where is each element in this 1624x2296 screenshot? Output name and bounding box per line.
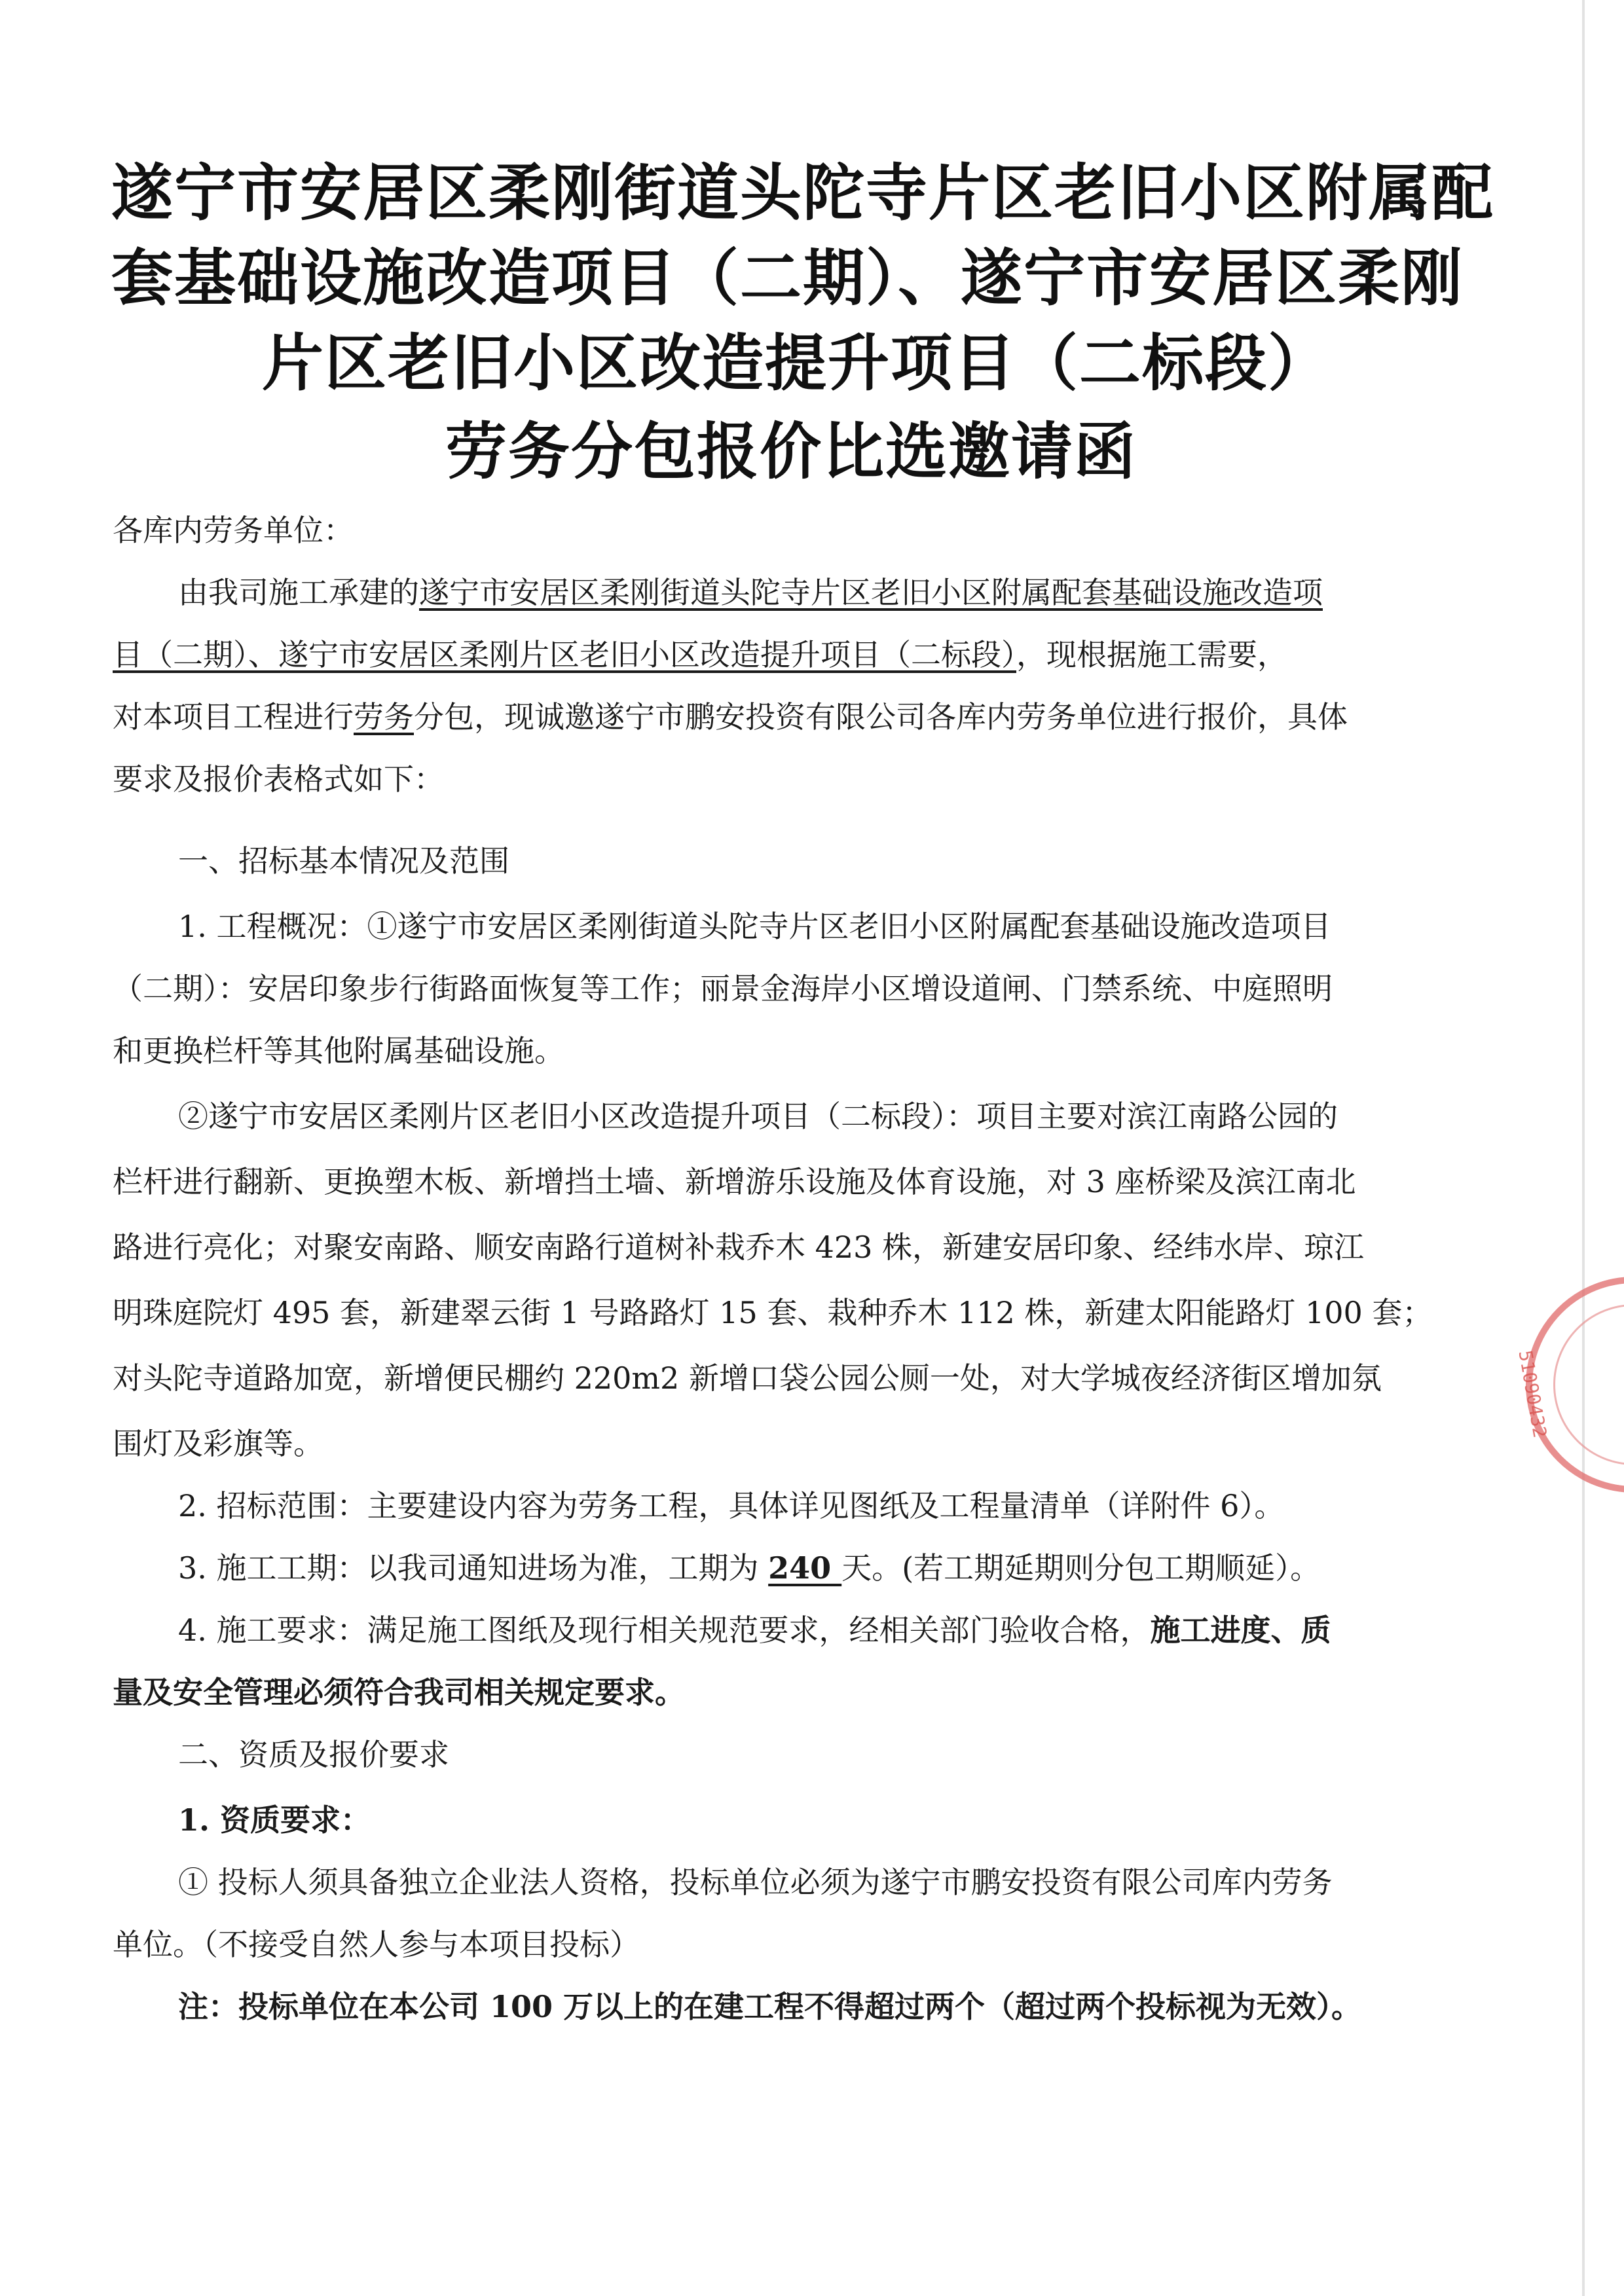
intro-suffix: ，现根据施工需要， bbox=[1016, 637, 1287, 672]
intro-line-4: 要求及报价表格式如下： bbox=[113, 761, 444, 797]
labor-underlined: 劳务 bbox=[354, 699, 414, 735]
intro-line-1 bbox=[178, 560, 1323, 625]
title-line-3: 片区老旧小区改造提升项目（二标段） bbox=[262, 327, 1331, 399]
item3-text: 3. 施工工期：以我司通知进场为准，工期为 bbox=[178, 1550, 769, 1586]
item3 bbox=[178, 1535, 1320, 1601]
item1-line-3: 和更换栏杆等其他附属基础设施。 bbox=[113, 1033, 564, 1068]
title-line-4: 劳务分包报价比选邀请函 bbox=[445, 416, 1137, 488]
intro-line-2 bbox=[113, 622, 1287, 687]
item1b-line-3: 路进行亮化；对聚安南路、顺安南路行道树补栽乔木 423 株，新建安居印象、经纬水岸、琼江 bbox=[113, 1230, 1365, 1265]
item2: 2. 招标范围：主要建设内容为劳务工程，具体详见图纸及工程量清单（详附件 6）。 bbox=[178, 1488, 1285, 1523]
item4-bold: 施工进度、质 bbox=[1150, 1613, 1331, 1648]
project-name-b: 目（二期）、遂宁市安居区柔刚片区老旧小区改造提升项目（二标段） bbox=[113, 637, 1016, 672]
scan-edge-line bbox=[1582, 0, 1585, 2296]
item3-text: 天。(若工期延期则分包工期顺延）。 bbox=[841, 1550, 1321, 1586]
item4-line-1 bbox=[178, 1597, 1331, 1663]
title-line-2: 套基础设施改造项目（二期）、遂宁市安居区柔刚 bbox=[111, 242, 1464, 314]
item1b-line-6: 围灯及彩旗等。 bbox=[113, 1426, 323, 1461]
seal-number: 51090432 bbox=[1514, 1349, 1551, 1440]
item1b-line-5: 对头陀寺道路加宽，新增便民棚约 220m2 新增口袋公园公厕一处，对大学城夜经济街区增加氛 bbox=[113, 1360, 1382, 1396]
item1b-line-2: 栏杆进行翻新、更换塑木板、新增挡土墙、新增游乐设施及体育设施，对 3 座桥梁及滨江南北 bbox=[113, 1164, 1356, 1199]
intro-line-3 bbox=[113, 684, 1348, 750]
item4-text: 4. 施工要求：满足施工图纸及现行相关规范要求，经相关部门验收合格， bbox=[178, 1613, 1151, 1648]
item1b-line-4: 明珠庭院灯 495 套，新建翠云街 1 号路路灯 15 套、栽种乔木 112 株，新建太阳能路灯 100 套； bbox=[113, 1295, 1433, 1330]
item4-line-2: 量及安全管理必须符合我司相关规定要求。 bbox=[113, 1675, 685, 1710]
section-1-heading: 一、招标基本情况及范围 bbox=[178, 843, 509, 879]
item1b-line-1: ②遂宁市安居区柔刚片区老旧小区改造提升项目（二标段）：项目主要对滨江南路公园的 bbox=[178, 1099, 1338, 1134]
req1-line-2: 单位。（不接受自然人参与本项目投标） bbox=[113, 1927, 640, 1962]
item1-line-1: 1. 工程概况：①遂宁市安居区柔刚街道头陀寺片区老旧小区附属配套基础设施改造项目 bbox=[178, 909, 1331, 944]
salutation: 各库内劳务单位： bbox=[113, 513, 354, 548]
req1-line-1: ① 投标人须具备独立企业法人资格，投标单位必须为遂宁市鹏安投资有限公司库内劳务 bbox=[178, 1865, 1333, 1900]
qualification-subheading: 1. 资质要求： bbox=[178, 1802, 371, 1838]
item1-line-2: （二期）：安居印象步行街路面恢复等工作；丽景金海岸小区增设道闸、门禁系统、中庭照明 bbox=[113, 971, 1333, 1006]
note: 注：投标单位在本公司 100 万以上的在建工程不得超过两个（超过两个投标视为无效）。 bbox=[178, 1989, 1362, 2024]
intro-prefix: 由我司施工承建的 bbox=[178, 575, 419, 610]
intro-text: 对本项目工程进行 bbox=[113, 699, 354, 735]
project-name-a: 遂宁市安居区柔刚街道头陀寺片区老旧小区附属配套基础设施改造项 bbox=[419, 575, 1323, 610]
section-2-heading: 二、资质及报价要求 bbox=[178, 1737, 449, 1772]
duration-days: 240 bbox=[768, 1550, 842, 1586]
title-line-1: 遂宁市安居区柔刚街道头陀寺片区老旧小区附属配 bbox=[111, 157, 1495, 229]
intro-text: 分包，现诚邀遂宁市鹏安投资有限公司各库内劳务单位进行报价，具体 bbox=[414, 699, 1348, 735]
